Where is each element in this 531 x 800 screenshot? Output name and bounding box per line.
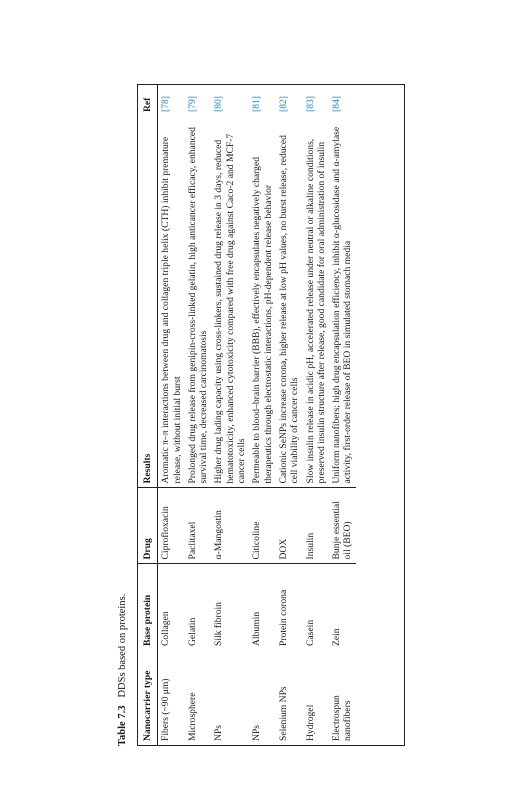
cell-drug: Insulin xyxy=(303,488,330,564)
cell-drug: Paclitaxel xyxy=(185,488,212,564)
table-row xyxy=(276,84,303,745)
cell-base-protein: Gelatin xyxy=(186,617,198,646)
cell-base-protein: Albumin xyxy=(251,611,263,646)
table-row xyxy=(211,84,249,745)
data-table-frame xyxy=(137,84,405,746)
table-row xyxy=(158,84,185,745)
cell-drug: Ciprofloxacin xyxy=(158,488,185,564)
cell-drug: DOX xyxy=(276,488,303,564)
ref-link[interactable]: [82] xyxy=(277,96,289,112)
header-drug: Drug xyxy=(138,488,158,564)
table-title: DDSs based on proteins. xyxy=(117,593,128,698)
cell-base-protein: Zein xyxy=(331,628,343,646)
header-base-protein: Base protein xyxy=(138,564,158,650)
cell-results: Aromatic π–π interactions between drug and collagen triple helix (CTH) inhibit premature release, without initial burst xyxy=(160,136,183,484)
cell-results: Uniform nanofibers; high drug encapsulation efficiency, inhibit α-glucosidase and α-amylase activity, first-order release of BEO in simulated stomach media xyxy=(331,126,354,484)
cell-nanocarrier-type: NPs xyxy=(251,725,263,741)
table-row xyxy=(303,84,330,745)
cell-results: Prolonged drug release from genipin-cross-linked gelatin, high anticancer efficacy, enhanced survival time, decreased carcinomatosis xyxy=(186,127,210,484)
cell-nanocarrier-type: Electrospun nanofibers xyxy=(331,695,354,741)
ref-link[interactable]: [83] xyxy=(304,96,316,112)
ref-link[interactable]: [79] xyxy=(186,96,198,112)
header-nanocarrier-type: Nanocarrier type xyxy=(138,650,158,745)
header-row xyxy=(138,84,158,745)
data-table xyxy=(138,84,356,745)
table-row xyxy=(329,84,356,745)
rotated-table-figure xyxy=(115,84,405,746)
cell-drug: Bunje essential oil (BEO) xyxy=(329,488,356,564)
table-caption xyxy=(115,84,131,746)
cell-base-protein: Collagen xyxy=(160,611,172,646)
ref-link[interactable]: [78] xyxy=(160,96,172,112)
cell-drug: α-Mangostin xyxy=(211,488,249,564)
table-row xyxy=(185,84,212,745)
ref-link[interactable]: [84] xyxy=(331,96,343,112)
cell-results: Slow insulin release in acidic pH, accelerated release under neutral or alkaline conditions, preserved insulin structure after release, good candidate for oral administration of insulin xyxy=(304,138,327,484)
cell-results: Permeable to blood–brain barrier (BBB), effectively encapsulates negatively charged therapeutics through electrostatic interactions, pH-dependent release behavior xyxy=(251,156,274,484)
cell-nanocarrier-type: Fibers (~90 μm) xyxy=(160,678,172,741)
table-number: Table 7.3 xyxy=(117,705,128,746)
cell-nanocarrier-type: Hydrogel xyxy=(304,704,316,741)
cell-results: Higher drug lading capacity using cross-linkers, sustained drug release in 3 days, reduced hematotoxicity, enhanced cytotoxicity compared with free drug against Caco-2 and MCF-7 cancer cells xyxy=(213,133,248,484)
cell-base-protein: Silk fibroin xyxy=(213,602,225,646)
header-results: Results xyxy=(138,116,158,488)
ref-link[interactable]: [81] xyxy=(251,96,263,112)
cell-results: Cationic SeNPs increase corona, higher release at low pH values, no burst release, reduced cell viability of cancer cells xyxy=(277,135,301,484)
cell-drug: Citicoline xyxy=(249,488,276,564)
table-row xyxy=(249,84,276,745)
cell-nanocarrier-type: Microsphere xyxy=(186,692,198,741)
header-ref: Ref xyxy=(138,84,158,116)
cell-base-protein: Protein corona xyxy=(277,589,289,646)
cell-nanocarrier-type: Selenium NPs xyxy=(277,686,289,741)
cell-nanocarrier-type: NPs xyxy=(213,725,225,741)
cell-base-protein: Casein xyxy=(304,619,316,646)
ref-link[interactable]: [80] xyxy=(213,96,225,112)
